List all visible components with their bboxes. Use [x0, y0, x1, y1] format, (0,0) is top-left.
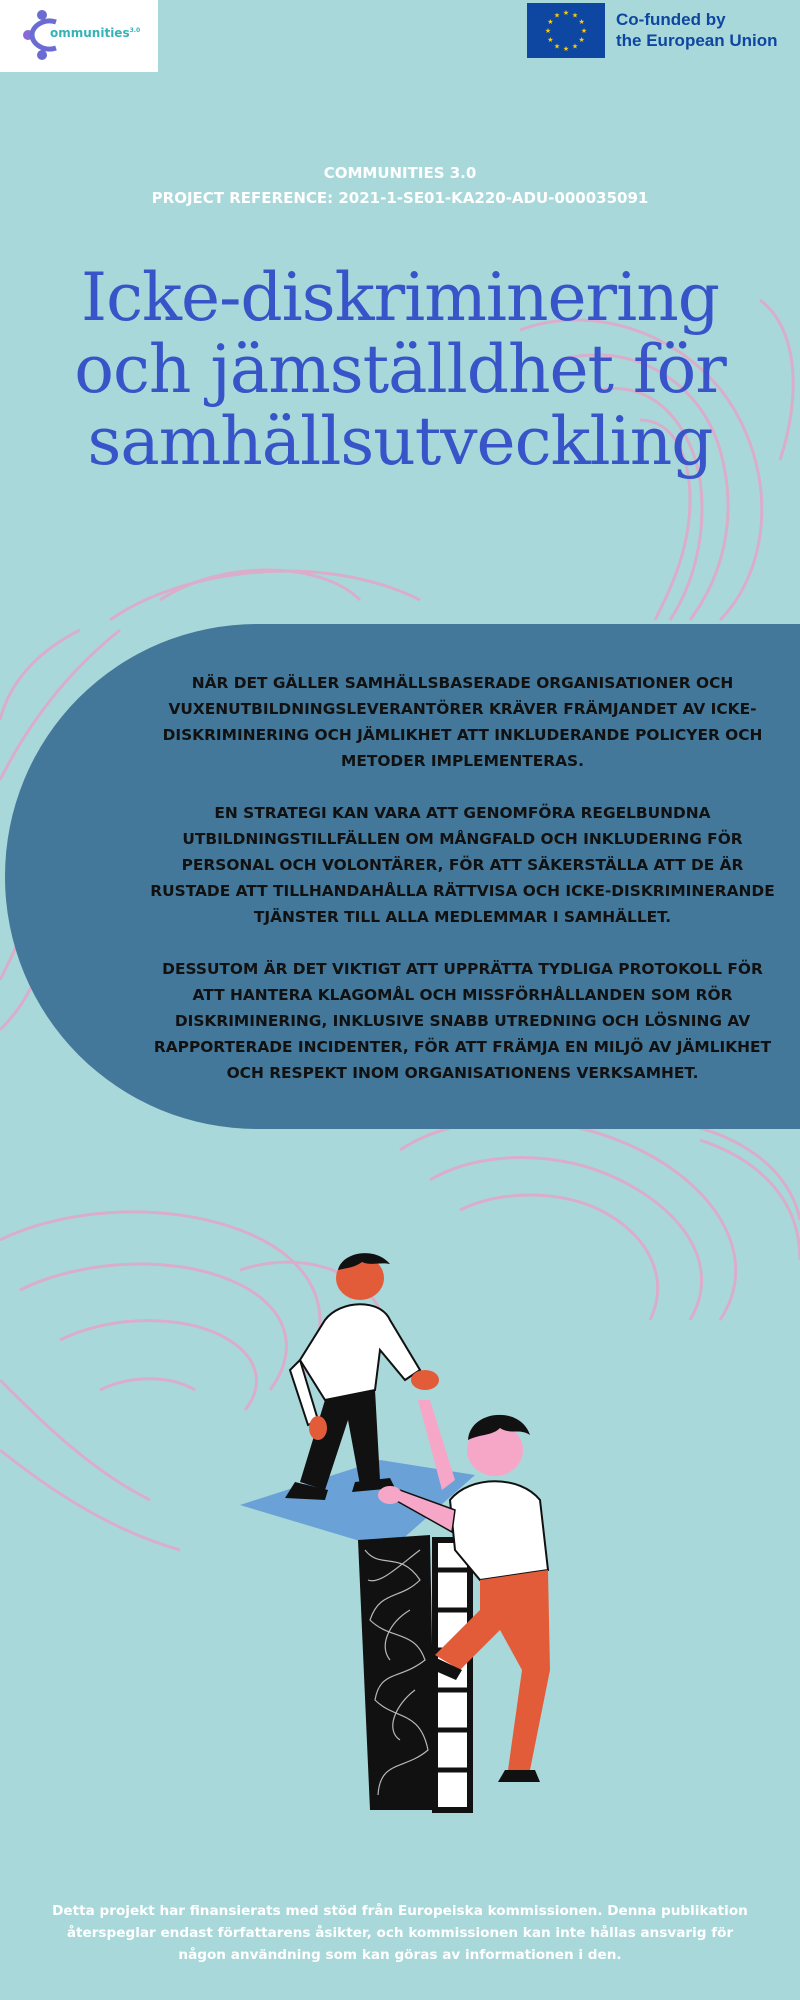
info-panel-text [145, 670, 780, 1112]
project-reference: PROJECT REFERENCE: 2021-1-SE01-KA220-ADU-000035091 [151, 189, 649, 207]
title-line-1: Icke-diskriminering [81, 259, 719, 336]
eu-star-icon: ★ [562, 45, 570, 53]
eu-star-icon: ★ [580, 27, 588, 35]
eu-star-icon: ★ [578, 18, 585, 26]
eu-funding-label [616, 9, 778, 51]
eu-star-icon: ★ [547, 18, 554, 26]
paragraph-2: EN STRATEGI KAN VARA ATT GENOMFÖRA REGELBUNDNA UTBILDNINGSTILLFÄLLEN OM MÅNGFALD OCH INKLUDERING FÖR PERSONAL OCH VOLONTÄRER, FÖR ATT SÄKERSTÄLLA ATT DE ÄR RUSTADE ATT TILLHANDAHÅLLA RÄTTVISA OCH ICKE-DISKRIMINERANDE TJÄNSTER TILL ALLA MEDLEMMAR I SAMHÄLLET. [150, 804, 775, 926]
page-title [40, 259, 760, 480]
eu-line-2: the European Union [616, 31, 778, 50]
communities-logo [0, 0, 158, 72]
eu-star-icon: ★ [544, 27, 552, 35]
eu-star-icon: ★ [571, 42, 579, 51]
eu-star-icon: ★ [547, 36, 554, 44]
eu-star-icon: ★ [578, 36, 585, 44]
eu-line-1: Co-funded by [616, 10, 726, 29]
title-line-2: och jämställdhet för [74, 331, 726, 408]
eu-star-icon: ★ [562, 9, 570, 17]
project-name: COMMUNITIES 3.0 [323, 164, 477, 182]
eu-star-icon: ★ [571, 11, 579, 20]
eu-flag-icon [527, 3, 605, 58]
eu-flag [527, 3, 605, 58]
logo-wordmark: ommunities$^{3.0}$ [50, 26, 141, 40]
eu-star-icon: ★ [553, 11, 561, 20]
paragraph-3: DESSUTOM ÄR DET VIKTIGT ATT UPPRÄTTA TYDLIGA PROTOKOLL FÖR ATT HANTERA KLAGOMÅL OCH MISSFÖRHÅLLANDEN SOM RÖR DISKRIMINERING, INKLUSIVE SNABB UTREDNING OCH LÖSNING AV RAPPORTERADE INCIDENTER, FÖR ATT FRÄMJA EN MILJÖ AV JÄMLIKHET OCH RESPEKT INOM ORGANISATIONENS VERKSAMHET. [153, 960, 772, 1082]
footer-disclaimer: Detta projekt har finansierats med stöd från Europeiska kommissionen. Denna publikation återspeglar endast författarens åsikter, och kommissionen kan inte hållas ansvarig för någon användning som kan göras av informationen i den. [52, 1903, 748, 1963]
eu-star-icon: ★ [553, 42, 561, 51]
title-line-3: samhällsutveckling [87, 403, 713, 480]
helping-hand-illustration [230, 1250, 590, 1820]
paragraph-1: NÄR DET GÄLLER SAMHÄLLSBASERADE ORGANISATIONER OCH VUXENUTBILDNINGSLEVERANTÖRER KRÄVER FRÄMJANDET AV ICKE-DISKRIMINERING OCH JÄMLIKHET ATT INKLUDERANDE POLICYER OCH METODER IMPLEMENTERAS. [162, 674, 763, 770]
